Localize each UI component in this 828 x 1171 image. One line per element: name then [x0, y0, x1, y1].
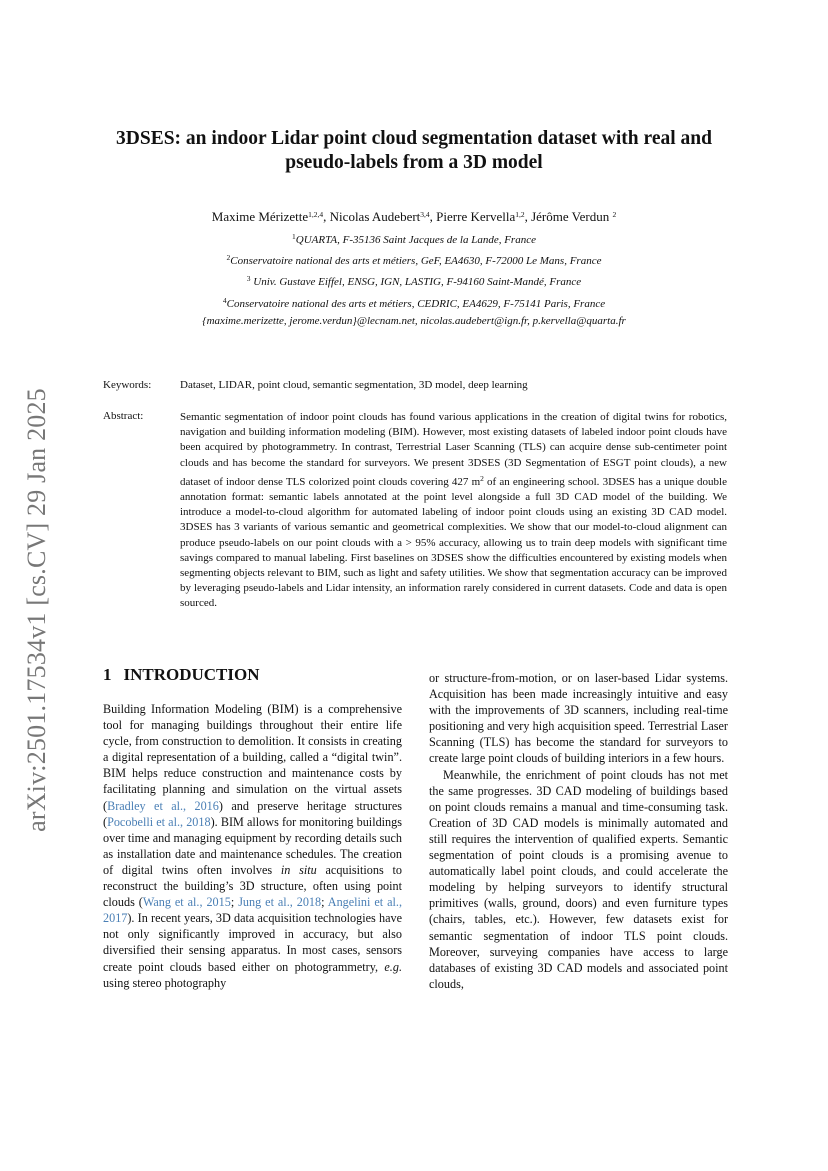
author-name: Pierre Kervella	[436, 209, 516, 224]
text-run: acquisitions to reconstruct the building’s 3D structure, often using point clouds (	[103, 862, 402, 910]
affiliation-text: Conservatoire national des arts et métiers, GeF, EA4630, F-72000 Le Mans, France	[230, 255, 602, 268]
affiliation-marker: 3	[246, 274, 251, 284]
abstract-part: Semantic segmentation of indoor point clouds has found various applications in the creation of digital twins for robotics, navigation and building information modeling (BIM). However, most existing datasets of labeled indoor point clouds have been acquired by photogrammetry. In contrast, Terrestrial Laser Scanning (TLS) can acquire dense sub-centimeter point clouds and has become the standard for surveyors. We present 3DSES (3D Segmentation of ESGT point clouds), a new dataset of indoor dense TLS colorized point clouds covering 427 m	[180, 411, 727, 488]
emphasis: in situ	[280, 862, 317, 877]
keywords-label: Keywords:	[103, 379, 152, 391]
paragraph: Meanwhile, the enrichment of point clouds has not met the same progresses. 3D CAD modeling of buildings based on point clouds remains a manual and time-consuming task. Creation of 3D CAD models is minimally automated and still requires the intervention of qualified experts. Semantic segmentation of point clouds is a promising avenue to automatically label point clouds, and could accelerate the modeling by helping surveyors to identify structural primitives (walls, ground, doors) and even furniture types (chairs, tables, etc.). However, few datasets exist for semantic segmentation of indoor TLS point clouds. Moreover, surveying companies have access to large databases of existing 3D CAD models and associated point clouds,	[429, 767, 728, 991]
paragraph: or structure-from-motion, or on laser-based Lidar systems. Acquisition has been made increasingly intuitive and easy with the improvements of 3D scanners, including real-time positioning and very high acquisition speed. Terrestrial Laser Scanning (TLS) has become the standard for surveyors to create large point clouds of building interiors in a few hours.	[429, 671, 728, 766]
text-run: ) and preserve heritage structures (	[103, 798, 402, 829]
separator: ;	[230, 895, 239, 910]
citation-link[interactable]: Jung et al., 2018	[238, 895, 322, 910]
affiliation	[90, 228, 738, 249]
affiliation	[90, 249, 738, 270]
author-affil-marker: 1,2,4	[308, 210, 324, 219]
abstract-text	[180, 410, 727, 612]
affiliation-text: Univ. Gustave Eiffel, ENSG, IGN, LASTIG, F-94160 Saint-Mandé, France	[253, 276, 582, 289]
arxiv-sidebar	[22, 360, 52, 860]
left-column	[103, 701, 402, 991]
right-column	[429, 670, 728, 992]
author-affil-marker: 3,4	[420, 210, 430, 219]
citation-link[interactable]: Bradley et al., 2016	[107, 798, 219, 813]
author-emails: {maxime.merizette, jerome.verdun}@lecnam.net, nicolas.audebert@ign.fr, p.kervella@quarta.fr	[202, 314, 626, 327]
unit-superscript: 2	[480, 473, 484, 483]
affiliation-marker: 4	[222, 295, 227, 305]
citation-link[interactable]: Wang et al., 2015	[142, 895, 231, 910]
keywords-text: Dataset, LIDAR, point cloud, semantic segmentation, 3D model, deep learning	[180, 379, 528, 391]
abstract-part: of an engineering school. 3DSES has a unique double annotation format: semantic labels annotated at the point level alongside a full 3D CAD model of the building. We introduce a model-to-cloud algorithm for automated labeling of indoor point clouds using an existing 3D CAD model. 3DSES has 3 variants of various semantic and geometrical complexities. We show that our model-to-cloud alignment can produce pseudo-labels on our point clouds with a > 95% accuracy, allowing us to train deep models with significant time savings compared to manual labeling. First baselines on 3DSES show the difficulties encountered by existing models when segmenting objects relevant to BIM, such as light and safety utilities. We show that segmentation accuracy can be improved by leveraging pseudo-labels and Lidar intensity, an information rarely considered in current datasets. Code and data is open sourced.	[180, 475, 727, 610]
affiliation-list	[90, 228, 738, 330]
author-affil-marker: 2	[612, 210, 617, 219]
author-name: Maxime Mérizette	[211, 209, 309, 224]
emphasis: e.g.	[384, 959, 402, 974]
title-line-1: 3DSES: an indoor Lidar point cloud segmentation dataset with real and	[116, 128, 712, 149]
affiliation	[90, 270, 738, 291]
author-list: Maxime Mérizette$^{1,2,4}$, Nicolas Audebert$^{3,4}$, Pierre Kervella$^{1,2}$, Jérôme Verdun $^2$	[211, 209, 617, 224]
text-run: Building Information Modeling (BIM) is a comprehensive tool for managing buildings throughout their entire life cycle, from construction to demolition. It consists in creating a digital representation of a building, called a “digital twin”. BIM helps reduce construction and maintenance costs by facilitating planning and simulation on the virtual assets (	[103, 702, 402, 813]
affiliation-marker: 1	[292, 232, 296, 241]
text-run: ). BIM allows for monitoring buildings over time and managing equipment by recording details such as installation date and maintenance schedules. The creation of digital twins often involves	[103, 814, 402, 877]
author-affil-marker: 1,2	[515, 210, 525, 219]
paper-title	[90, 127, 738, 175]
text-run: ). In recent years, 3D data acquisition technologies have not only significantly improved in accuracy, but also diversified their sensing apparatus. In most cases, sensors create point clouds based either on photogrammetry,	[103, 911, 402, 974]
arxiv-identifier: arXiv:2501.17534v1 [cs.CV] 29 Jan 2025	[22, 388, 51, 832]
section-heading	[103, 665, 260, 685]
title-line-2: pseudo-labels from a 3D model	[285, 152, 543, 173]
section-number: 1	[103, 665, 112, 684]
separator: ;	[321, 895, 328, 910]
affiliation-marker: 2	[226, 253, 231, 263]
author-name: Jérôme Verdun	[531, 209, 610, 224]
abstract-label: Abstract:	[103, 410, 144, 422]
citation-link[interactable]: Angelini et al., 2017	[103, 895, 402, 926]
affiliation-text: Conservatoire national des arts et métiers, CEDRIC, EA4629, F-75141 Paris, France	[226, 297, 606, 310]
text-run: using stereo photography	[103, 975, 227, 990]
citation-link[interactable]: Pocobelli et al., 2018	[107, 814, 211, 829]
affiliation-text: QUARTA, F-35136 Saint Jacques de la Lande, France	[295, 234, 536, 246]
affiliation	[90, 292, 738, 313]
paragraph	[103, 701, 402, 991]
author-name: Nicolas Audebert	[329, 209, 421, 224]
section-title: INTRODUCTION	[123, 665, 260, 684]
